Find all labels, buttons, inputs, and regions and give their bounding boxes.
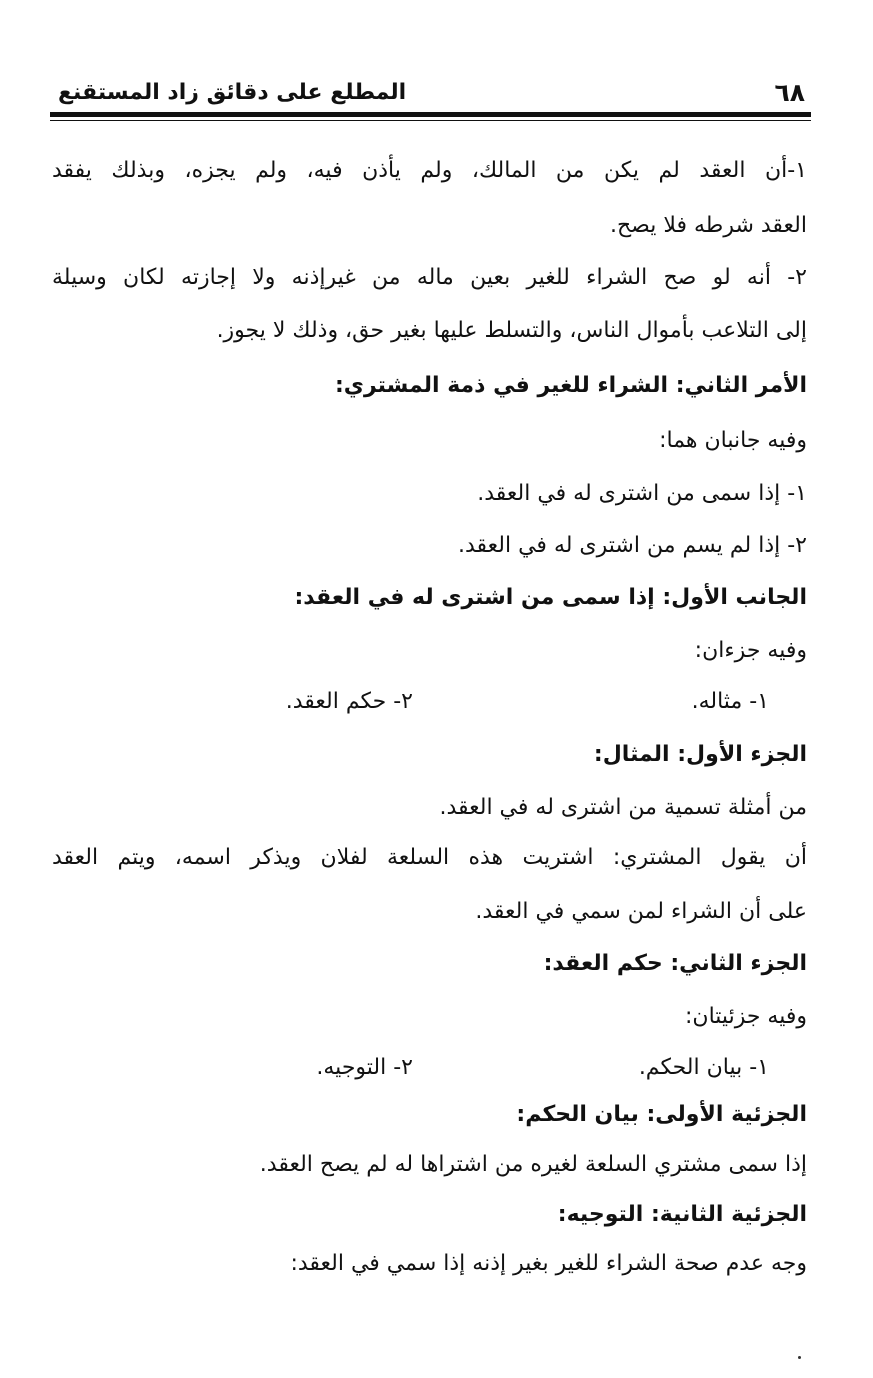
paragraph-line: من أمثلة تسمية من اشترى له في العقد. xyxy=(439,795,807,820)
running-header xyxy=(50,78,811,112)
list-item: ٢- التوجيه. xyxy=(316,1055,413,1080)
paragraph-line: ٢- أنه لو صح الشراء للغير بعين ماله من غيرإذنه ولا إجازته لكان وسيلة xyxy=(52,265,807,290)
list-item: ٢- حكم العقد. xyxy=(285,689,413,714)
list-item: ١- بيان الحكم. xyxy=(638,1055,769,1080)
paragraph-line: إلى التلاعب بأموال الناس، والتسلط عليها بغير حق، وذلك لا يجوز. xyxy=(216,318,807,343)
section-heading: الجزء الأول: المثال: xyxy=(593,742,807,767)
paragraph-line: ١-أن العقد لم يكن من المالك، ولم يأذن فيه، ولم يجزه، وبذلك يفقد xyxy=(52,158,807,183)
scan-speck xyxy=(798,1356,801,1359)
header-rule-thin xyxy=(50,120,811,121)
section-heading: الجزء الثاني: حكم العقد: xyxy=(543,951,807,976)
header-rule-thick xyxy=(50,112,811,117)
book-title: المطلع على دقائق زاد المستقنع xyxy=(58,80,407,105)
paragraph-line: وفيه جزءان: xyxy=(694,638,807,663)
section-heading: الجزئية الثانية: التوجيه: xyxy=(557,1202,807,1227)
section-heading: الأمر الثاني: الشراء للغير في ذمة المشتري: xyxy=(334,373,807,398)
list-item: ١- إذا سمى من اشترى له في العقد. xyxy=(477,481,807,506)
page-number: ٦٨ xyxy=(774,78,805,107)
paragraph-line: وفيه جانبان هما: xyxy=(659,428,807,453)
section-heading: الجانب الأول: إذا سمى من اشترى له في العقد: xyxy=(294,585,807,610)
paragraph-line: وفيه جزئيتان: xyxy=(685,1004,807,1029)
paragraph-line: على أن الشراء لمن سمي في العقد. xyxy=(475,899,807,924)
paragraph-line: إذا سمى مشتري السلعة لغيره من اشتراها له لم يصح العقد. xyxy=(259,1152,807,1177)
list-item: ١- مثاله. xyxy=(691,689,769,714)
list-item: ٢- إذا لم يسم من اشترى له في العقد. xyxy=(458,533,807,558)
paragraph-line: العقد شرطه فلا يصح. xyxy=(609,213,807,238)
paragraph-line: أن يقول المشتري: اشتريت هذه السلعة لفلان ويذكر اسمه، ويتم العقد xyxy=(52,845,807,870)
section-heading: الجزئية الأولى: بيان الحكم: xyxy=(516,1102,807,1127)
paragraph-line: وجه عدم صحة الشراء للغير بغير إذنه إذا سمي في العقد: xyxy=(290,1251,807,1276)
